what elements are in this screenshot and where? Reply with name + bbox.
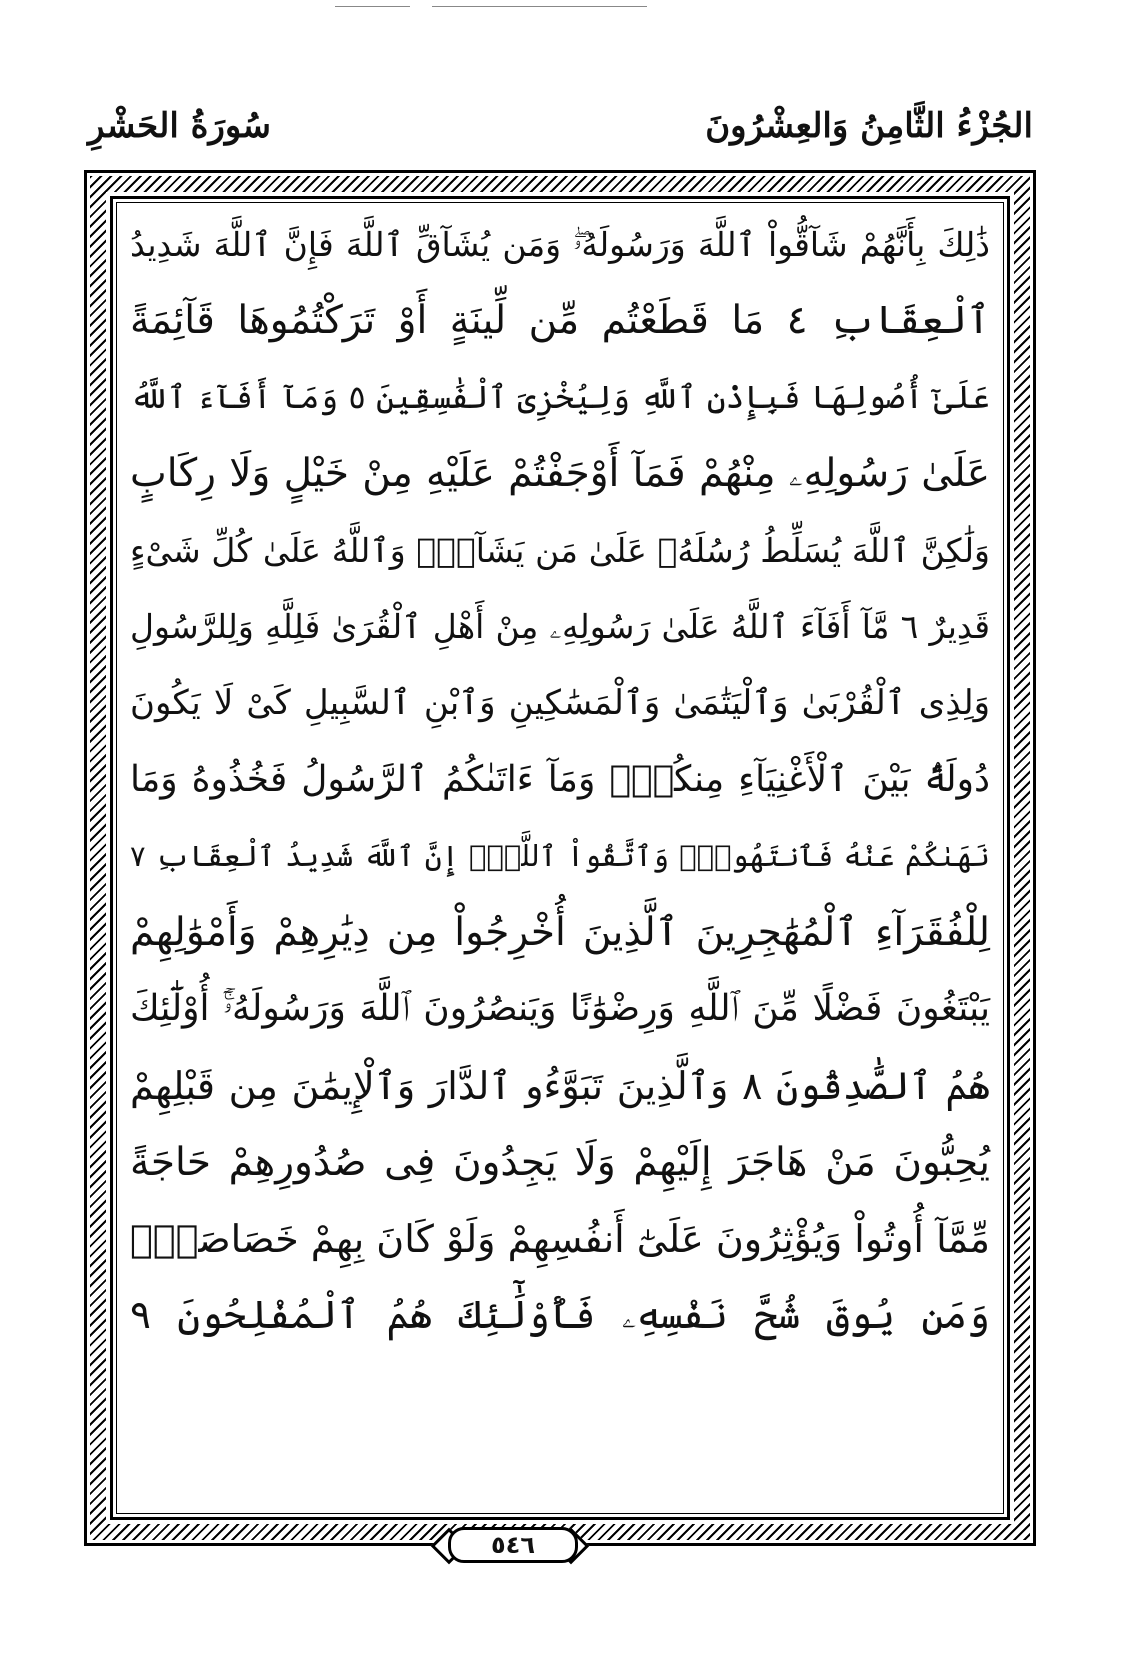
text-line: عَلَىٰ رَسُولِهِۦ مِنْهُمْ فَمَآ أَوْجَفْتُمْ عَلَيْهِ مِنْ خَيْلٍ وَلَا رِكَابٍ: [130, 451, 990, 497]
text-line: لِلْفُقَرَآءِ ٱلْمُهَٰجِرِينَ ٱلَّذِينَ أُخْرِجُواْ مِن دِيَٰرِهِمْ وَأَمْوَٰلِهِمْ: [130, 910, 990, 956]
scan-line: [432, 6, 647, 7]
text-line: وَلِذِى ٱلْقُرْبَىٰ وَٱلْيَتَٰمَىٰ وَٱلْمَسَٰكِينِ وَٱبْنِ ٱلسَّبِيلِ كَىْ لَا يَكُونَ: [130, 683, 990, 724]
text-line: دُولَةًۢ بَيْنَ ٱلْأَغْنِيَآءِ مِنكُمْۚ وَمَآ ءَاتَىٰكُمُ ٱلرَّسُولُ فَخُذُوهُ وَمَا: [130, 758, 990, 800]
text-line: وَلَٰكِنَّ ٱللَّهَ يُسَلِّطُ رُسُلَهُۥ عَلَىٰ مَن يَشَآءُۚ وَٱللَّهُ عَلَىٰ كُلِّ شَىْءٍ: [130, 530, 990, 570]
surah-title: سُورَةُ الحَشْرِ: [88, 106, 271, 146]
text-line: ذَٰلِكَ بِأَنَّهُمْ شَآقُّواْ ٱللَّهَ وَرَسُولَهُۥۖ وَمَن يُشَآقِّ ٱللَّهَ فَإِنَّ ٱللَّهَ شَدِيدُ: [130, 224, 990, 264]
page-header: [88, 100, 1033, 160]
text-line: وَمَن يُوقَ شُحَّ نَفْسِهِۦ فَأُوْلَٰٓئِكَ هُمُ ٱلْمُفْلِحُونَ ٩: [130, 1292, 990, 1338]
text-line: ٱلْعِقَابِ ٤ مَا قَطَعْتُم مِّن لِّينَةٍ أَوْ تَرَكْتُمُوهَا قَآئِمَةً: [130, 298, 990, 344]
text-line: قَدِيرٌ ٦ مَّآ أَفَآءَ ٱللَّهُ عَلَىٰ رَسُولِهِۦ مِنْ أَهْلِ ٱلْقُرَىٰ فَلِلَّهِ وَلِلرَّسُولِ: [130, 607, 990, 647]
text-line: هُمُ ٱلصَّٰدِقُونَ ٨ وَٱلَّذِينَ تَبَوَّءُو ٱلدَّارَ وَٱلْإِيمَٰنَ مِن قَبْلِهِمْ: [130, 1063, 990, 1108]
text-line: مِّمَّآ أُوتُواْ وَيُؤْثِرُونَ عَلَىٰٓ أَنفُسِهِمْ وَلَوْ كَانَ بِهِمْ خَصَاصَةٌۚ: [130, 1216, 990, 1261]
juz-title: الجُزْءُ الثَّامِنُ وَالعِشْرُونَ: [705, 106, 1033, 146]
scan-line: [335, 6, 410, 7]
text-line: نَهَىٰكُمْ عَنْهُ فَٱنتَهُواْۚ وَٱتَّقُواْ ٱللَّهَۖ إِنَّ ٱللَّهَ شَدِيدُ ٱلْعِقَابِ ٧: [130, 838, 990, 873]
text-line: يُحِبُّونَ مَنْ هَاجَرَ إِلَيْهِمْ وَلَا يَجِدُونَ فِى صُدُورِهِمْ حَاجَةً: [130, 1139, 990, 1185]
text-line: عَلَىٰٓ أُصُولِهَا فَبِإِذْنِ ٱللَّهِ وَلِيُخْزِىَ ٱلْفَٰسِقِينَ ٥ وَمَآ أَفَآءَ ٱللَّهُ: [130, 378, 990, 417]
text-line: يَبْتَغُونَ فَضْلًا مِّنَ ٱللَّهِ وَرِضْوَٰنًا وَيَنصُرُونَ ٱللَّهَ وَرَسُولَهُۥٓۚ أُوْلَٰٓئِكَ: [130, 988, 990, 1030]
page-number: ٥٤٦: [448, 1527, 578, 1563]
quran-text-block: [130, 206, 990, 1496]
